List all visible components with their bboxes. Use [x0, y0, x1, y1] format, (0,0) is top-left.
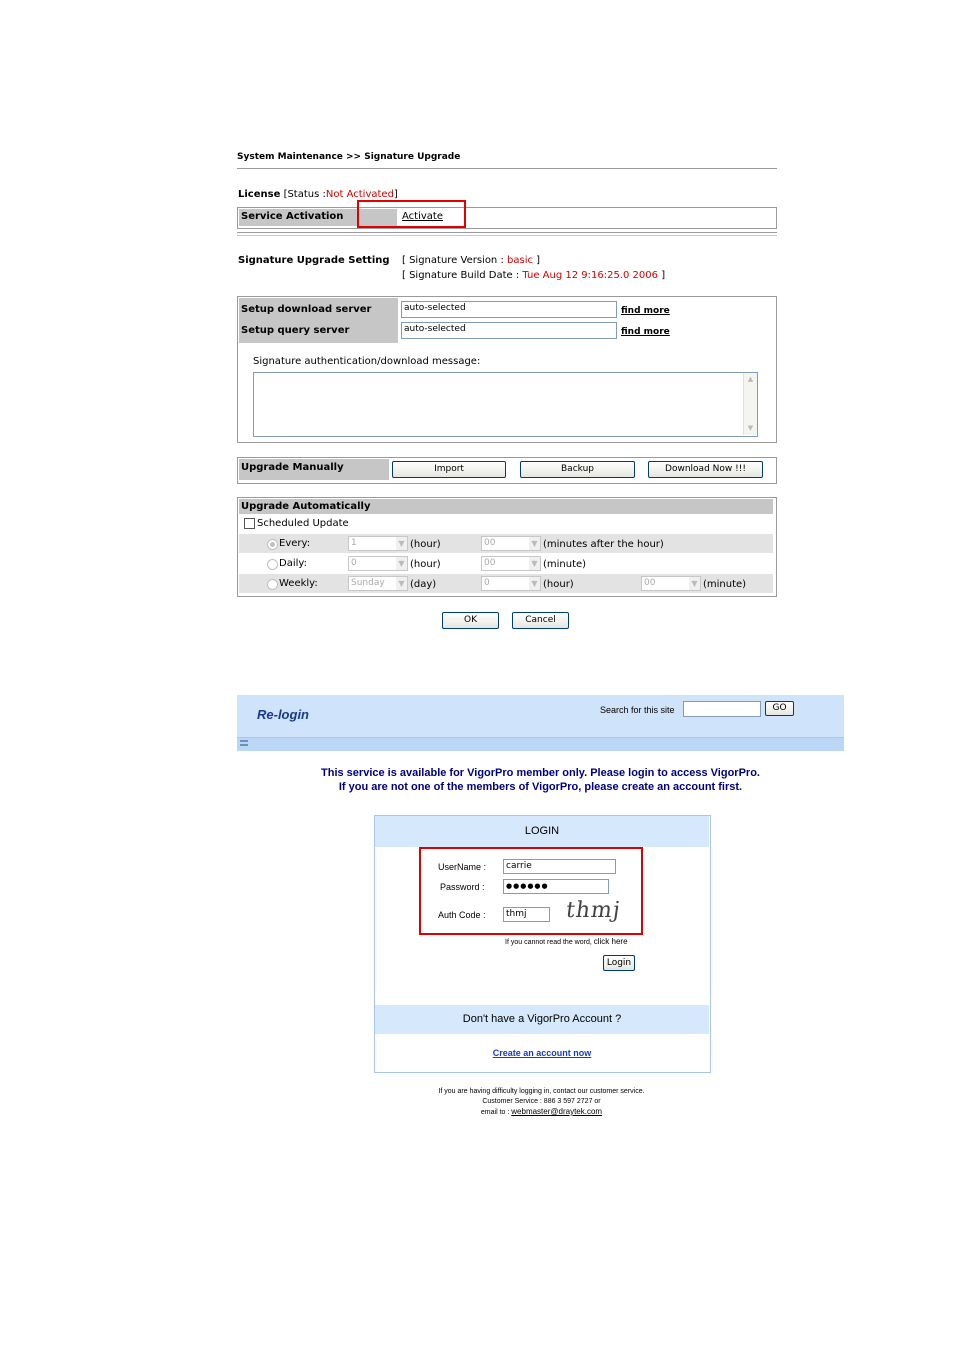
- daily-minute-unit: (minute): [543, 559, 587, 570]
- captcha-image: thmj: [564, 898, 623, 923]
- divider: [237, 168, 777, 169]
- license-line: [238, 189, 398, 200]
- weekly-minute-unit: (minute): [703, 579, 747, 590]
- upgrade-manually-label: Upgrade Manually: [241, 462, 344, 473]
- weekly-day-unit: (day): [410, 579, 437, 590]
- daily-minute-select[interactable]: 00 ▼: [481, 556, 541, 571]
- chevron-down-icon: ▼: [396, 557, 407, 570]
- status-prefix: [Status :: [283, 189, 326, 200]
- password-label: Password :: [440, 882, 485, 892]
- notice-line-1: This service is available for VigorPro member only. Please login to access VigorPro.: [321, 767, 760, 779]
- chevron-down-icon: ▼: [529, 577, 540, 590]
- footer-line-1: If you are having difficulty logging in, contact our customer service.: [438, 1088, 645, 1095]
- cannot-read-line: If you cannot read the word, click here: [505, 937, 628, 946]
- weekly-minute-select[interactable]: 00 ▼: [641, 576, 701, 591]
- scroll-up-icon[interactable]: ▲: [747, 375, 754, 383]
- every-radio[interactable]: [267, 539, 278, 550]
- breadcrumb: System Maintenance >> Signature Upgrade: [237, 152, 461, 162]
- username-input[interactable]: carrie: [503, 859, 616, 874]
- login-button[interactable]: Login: [603, 955, 635, 971]
- login-title: LOGIN: [375, 816, 709, 847]
- create-account-link[interactable]: Create an account now: [492, 1048, 592, 1058]
- authcode-label: Auth Code :: [438, 910, 486, 920]
- activate-link[interactable]: Activate: [402, 211, 443, 222]
- every-minute-select[interactable]: 00 ▼: [481, 536, 541, 551]
- query-server-label: Setup query server: [241, 325, 350, 336]
- email-link[interactable]: webmaster@draytek.com: [511, 1107, 603, 1116]
- import-button[interactable]: Import: [392, 461, 506, 478]
- menu-icon[interactable]: [240, 740, 248, 747]
- username-label: UserName :: [438, 862, 487, 872]
- signature-version-value: basic: [507, 255, 533, 266]
- signature-build-date: [ Signature Build Date : Tue Aug 12 9:16:25.0 2006 ]: [402, 270, 666, 281]
- weekly-radio[interactable]: [267, 579, 278, 590]
- search-input[interactable]: [683, 701, 761, 717]
- backup-button[interactable]: Backup: [520, 461, 635, 478]
- license-label: License: [238, 189, 281, 200]
- every-hour-select[interactable]: 1 ▼: [348, 536, 408, 551]
- ok-button[interactable]: OK: [442, 612, 499, 629]
- query-server-input[interactable]: auto-selected: [401, 322, 617, 339]
- chevron-down-icon: ▼: [689, 577, 700, 590]
- chevron-down-icon: ▼: [529, 557, 540, 570]
- relogin-subbar: [237, 737, 844, 751]
- footer-line-3: email to : webmaster@draytek.com: [480, 1107, 603, 1116]
- scheduled-update-label: Scheduled Update: [257, 518, 349, 529]
- weekly-label: Weekly:: [279, 578, 318, 589]
- find-more-download-link[interactable]: find more: [621, 306, 670, 316]
- daily-hour-unit: (hour): [410, 559, 441, 570]
- password-input[interactable]: ●●●●●●: [503, 879, 609, 894]
- relogin-title: Re-login: [257, 707, 309, 722]
- every-hour-unit: (hour): [410, 539, 441, 550]
- support-footer: [374, 1087, 709, 1118]
- weekly-hour-select[interactable]: 0 ▼: [481, 576, 541, 591]
- status-suffix: ]: [393, 189, 398, 200]
- chevron-down-icon: ▼: [396, 577, 407, 590]
- daily-label: Daily:: [279, 558, 307, 569]
- cancel-button[interactable]: Cancel: [512, 612, 569, 629]
- chevron-down-icon: ▼: [529, 537, 540, 550]
- message-label: Signature authentication/download message:: [253, 356, 481, 367]
- download-now-button[interactable]: Download Now !!!: [648, 461, 763, 478]
- weekly-hour-unit: (hour): [543, 579, 574, 590]
- every-minute-unit: (minutes after the hour): [543, 539, 664, 550]
- signature-version: [ Signature Version : basic ]: [402, 255, 541, 266]
- upgrade-automatically-label: Upgrade Automatically: [241, 501, 371, 512]
- member-notice: [237, 766, 844, 794]
- search-label: Search for this site: [600, 705, 675, 715]
- go-button[interactable]: GO: [765, 701, 794, 716]
- download-server-input[interactable]: auto-selected: [401, 301, 617, 318]
- find-more-query-link[interactable]: find more: [621, 327, 670, 337]
- license-status: Not Activated: [325, 189, 394, 200]
- weekly-day-select[interactable]: Sunday ▼: [348, 576, 408, 591]
- textarea-scrollbar[interactable]: [743, 373, 757, 435]
- daily-radio[interactable]: [267, 559, 278, 570]
- scroll-down-icon[interactable]: ▼: [747, 424, 754, 432]
- message-textarea[interactable]: [253, 372, 758, 437]
- chevron-down-icon: ▼: [396, 537, 407, 550]
- signature-build-date-value: Tue Aug 12 9:16:25.0 2006: [522, 270, 659, 281]
- notice-line-2: If you are not one of the members of VigorPro, please create an account first.: [338, 781, 743, 793]
- no-account-heading: Don't have a VigorPro Account ?: [375, 1005, 709, 1034]
- scheduled-update-checkbox[interactable]: [244, 518, 255, 529]
- highlight-box: [357, 200, 466, 228]
- every-label: Every:: [279, 538, 311, 549]
- download-server-label: Setup download server: [241, 304, 372, 315]
- service-activation-label: Service Activation: [241, 211, 344, 222]
- daily-hour-select[interactable]: 0 ▼: [348, 556, 408, 571]
- click-here-link[interactable]: click here: [593, 937, 628, 946]
- footer-line-2: Customer Service : 886 3 597 2727 or: [482, 1098, 601, 1105]
- authcode-input[interactable]: thmj: [503, 907, 550, 922]
- signature-setting-label: Signature Upgrade Setting: [238, 255, 390, 266]
- highlight-box: [419, 847, 643, 935]
